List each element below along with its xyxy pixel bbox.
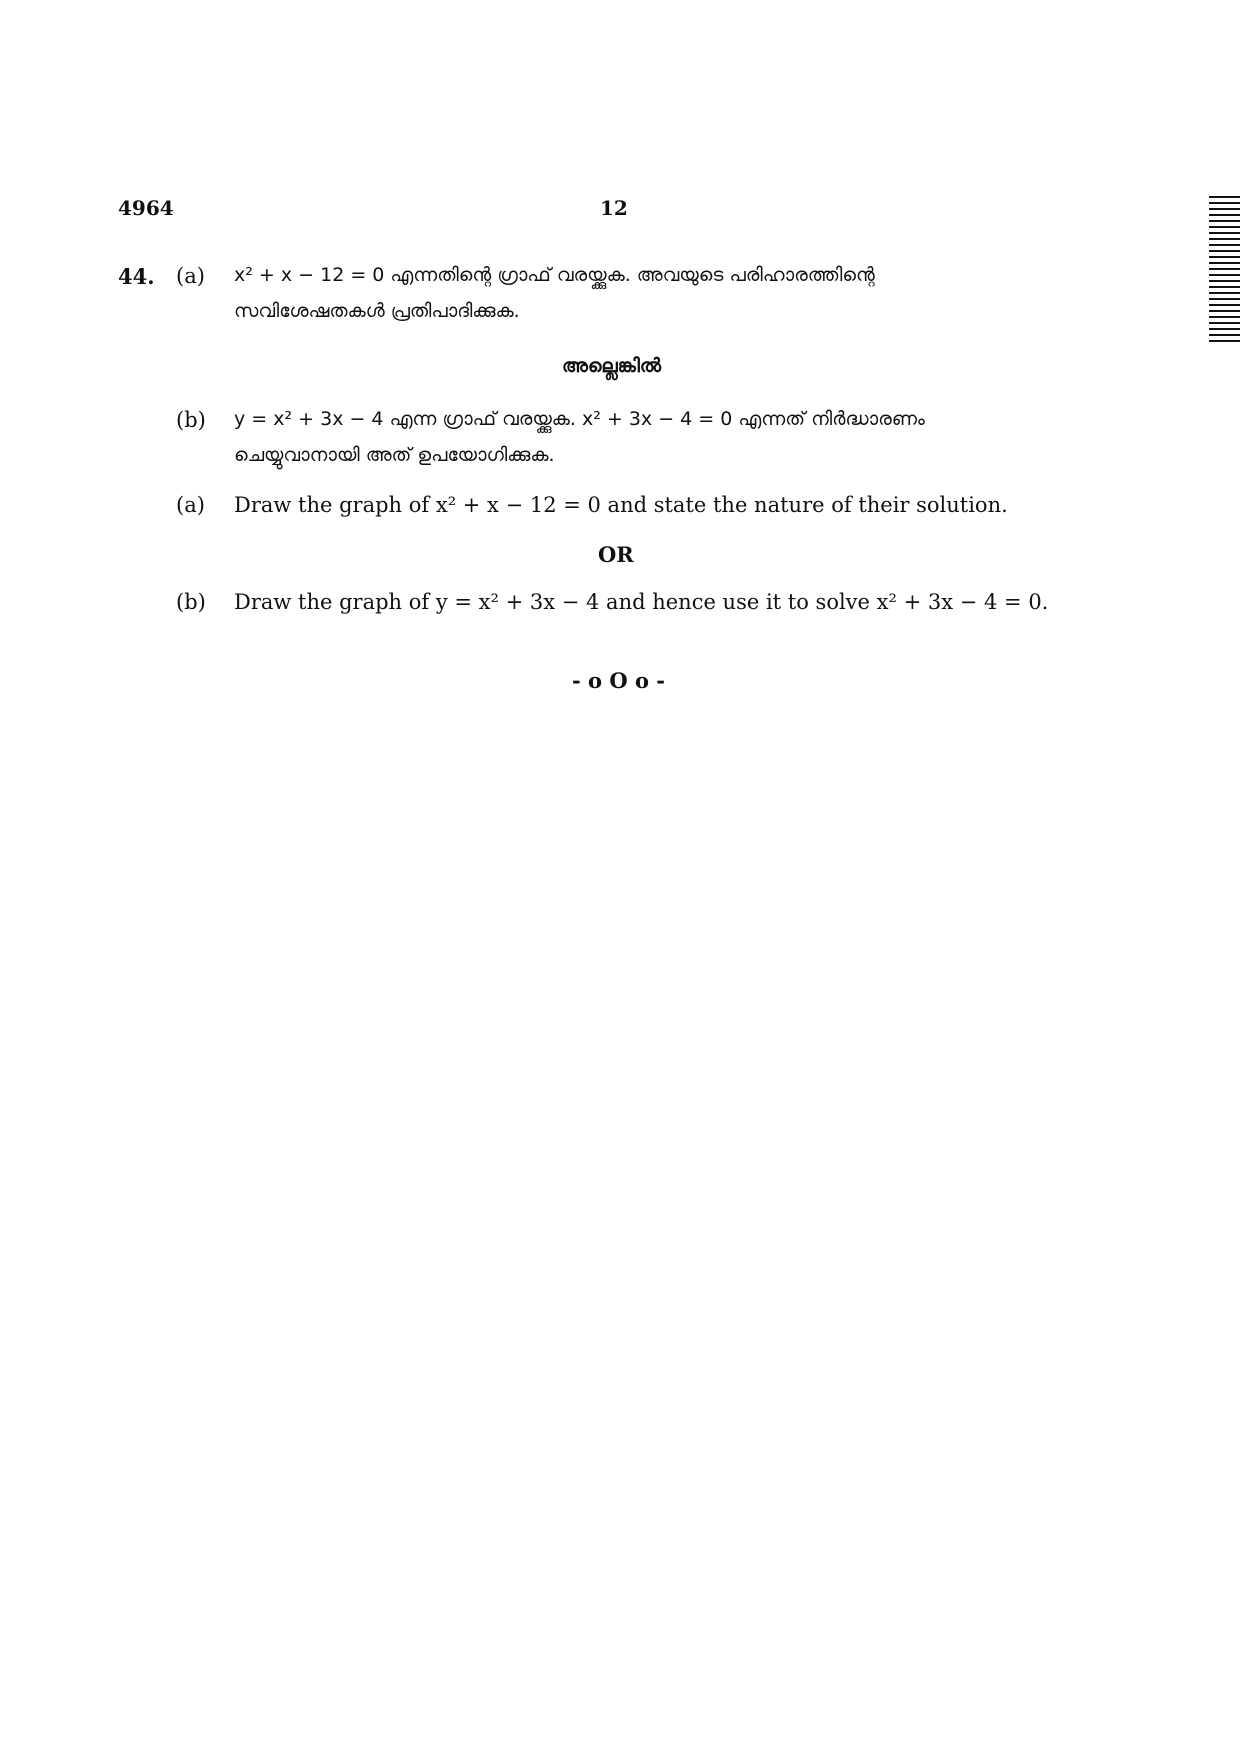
- ml-a-label: (a): [176, 264, 205, 288]
- page-number: 12: [600, 196, 628, 220]
- en-or-divider: OR: [598, 542, 634, 567]
- en-b-label: (b): [176, 590, 206, 614]
- ml-a-line1: x² + x − 12 = 0 എന്നതിന്റെ ഗ്രാഫ് വരയ്ക്കുക. അവയുടെ പരിഹാരത്തിന്റെ: [234, 264, 875, 286]
- en-b-text: Draw the graph of y = x² + 3x − 4 and hence use it to solve x² + 3x − 4 = 0.: [234, 590, 1049, 614]
- ml-a-line2: സവിശേഷതകൾ പ്രതിപാദിക്കുക.: [234, 300, 520, 322]
- question-number: 44.: [118, 264, 155, 289]
- end-mark: - o O o -: [572, 668, 665, 693]
- barcode-icon: [1209, 196, 1240, 342]
- ml-b-line1: y = x² + 3x − 4 എന്ന ഗ്രാഫ് വരയ്ക്കുക. x² + 3x − 4 = 0 എന്നത് നിർദ്ധാരണം: [234, 408, 925, 430]
- en-a-text: Draw the graph of x² + x − 12 = 0 and state the nature of their solution.: [234, 493, 1008, 517]
- paper-code: 4964: [118, 196, 174, 220]
- ml-or-divider: അല്ലെങ്കിൽ: [562, 355, 662, 377]
- ml-b-label: (b): [176, 408, 206, 432]
- en-a-label: (a): [176, 493, 205, 517]
- ml-b-line2: ചെയ്യുവാനായി അത് ഉപയോഗിക്കുക.: [234, 444, 555, 466]
